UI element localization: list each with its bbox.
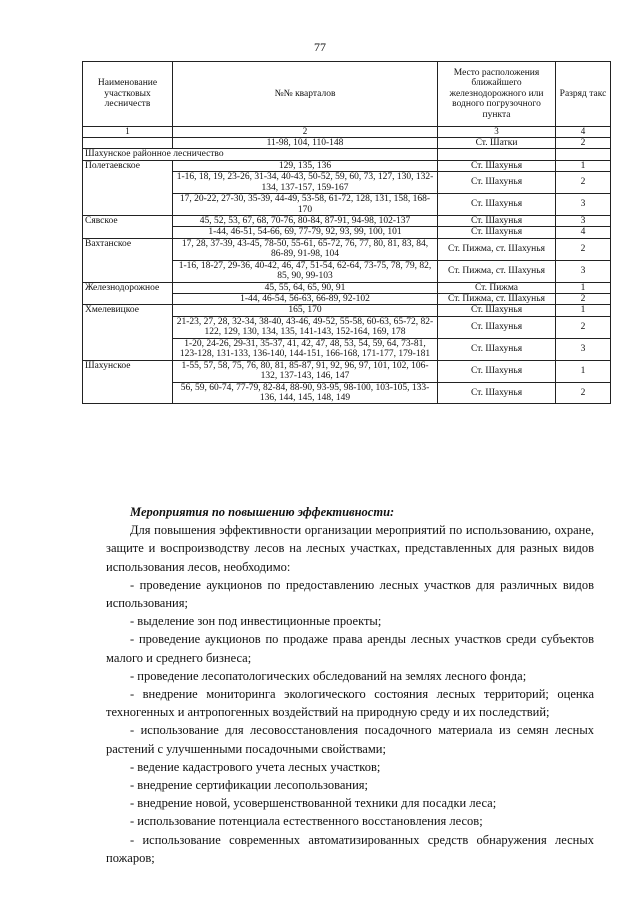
- column-number-row: [83, 127, 611, 138]
- table-cell-quarters: 1-16, 18, 19, 23-26, 31-34, 40-43, 50-52, 59, 60, 73, 127, 130, 132-134, 137-157, 159-167: [173, 172, 438, 194]
- measures-item: - ведение кадастрового учета лесных участков;: [130, 759, 381, 774]
- table-row: [83, 137, 611, 148]
- table-cell-quarters: 1-44, 46-54, 56-63, 66-89, 92-102: [173, 294, 438, 305]
- table-cell-location: Ст. Пижма, ст. Шахунья: [438, 294, 556, 305]
- measures-item: - проведение аукционов по предоставлению лесных участков для различных видов использования;: [106, 577, 594, 611]
- measures-item: - использование для лесовосстановления посадочного материала из семян лесных растений с улучшенными посадочными свойствами;: [106, 723, 594, 756]
- table-row: [83, 282, 611, 293]
- table-cell-quarters: 17, 20-22, 27-30, 35-39, 44-49, 53-58, 61-72, 128, 131, 158, 168-170: [173, 194, 438, 216]
- table-cell-quarters: 129, 135, 136: [173, 160, 438, 171]
- table-cell-quarters: 165, 170: [173, 305, 438, 316]
- table-cell-name: Полетаевское: [83, 160, 173, 215]
- measures-intro: Для повышения эффективности организации мероприятий по использованию, охране, защите и воспроизводству лесов на лесных участках, представленных для разных видов использования лесов, необходимо:: [106, 523, 594, 574]
- table-row: [83, 238, 611, 260]
- table-cell-quarters: 17, 28, 37-39, 43-45, 78-50, 55-61, 65-72, 76, 77, 80, 81, 83, 84, 86-89, 91-98, 104: [173, 238, 438, 260]
- table-cell-tax: 2: [556, 137, 611, 148]
- table-cell-location: Ст. Шахунья: [438, 215, 556, 226]
- header-tax-class: Разряд такс: [556, 62, 611, 127]
- table-cell-name: [83, 137, 173, 148]
- measures-item: - использование потенциала естественного восстановления лесов;: [130, 814, 483, 829]
- table-cell-tax: 2: [556, 172, 611, 194]
- table-cell-quarters: 45, 55, 64, 65, 90, 91: [173, 282, 438, 293]
- table-cell-tax: 1: [556, 305, 611, 316]
- table-row: [83, 160, 611, 171]
- table-cell-name: Шахунское: [83, 360, 173, 404]
- table-cell-name: Хмелевицкое: [83, 305, 173, 360]
- header-quarters: №№ кварталов: [173, 62, 438, 127]
- table-cell-tax: 2: [556, 294, 611, 305]
- table-cell-tax: [556, 149, 611, 160]
- table-cell-quarters: 11-98, 104, 110-148: [173, 137, 438, 148]
- column-number: 1: [83, 127, 173, 138]
- table-cell-tax: 4: [556, 227, 611, 238]
- table-cell-quarters: 1-16, 18-27, 29-36, 40-42, 46, 47, 51-54, 62-64, 73-75, 78, 79, 82, 85, 90, 99-103: [173, 260, 438, 282]
- measures-text: [106, 503, 594, 867]
- measures-heading: Мероприятия по повышению эффективности:: [130, 505, 395, 519]
- table-cell-tax: 3: [556, 260, 611, 282]
- table-cell-tax: 2: [556, 316, 611, 338]
- table-cell-name: Вахтанское: [83, 238, 173, 282]
- table-row: [83, 305, 611, 316]
- table-cell-location: Ст. Шахунья: [438, 316, 556, 338]
- table-cell-tax: 2: [556, 238, 611, 260]
- table-cell-quarters: 45, 52, 53, 67, 68, 70-76, 80-84, 87-91, 94-98, 102-137: [173, 215, 438, 226]
- table-cell-location: Ст. Шахунья: [438, 172, 556, 194]
- table-cell-location: [438, 149, 556, 160]
- table-cell-tax: 3: [556, 215, 611, 226]
- measures-item: - внедрение мониторинга экологического состояния лесных территорий; оценка техногенных и антропогенных воздействий на природную среду и их последствий;: [106, 687, 594, 720]
- table-cell-location: Ст. Шахунья: [438, 305, 556, 316]
- table-cell-location: Ст. Шахунья: [438, 160, 556, 171]
- table-cell-location: Ст. Шатки: [438, 137, 556, 148]
- table-row: [83, 215, 611, 226]
- column-number: 2: [173, 127, 438, 138]
- measures-item: - внедрение новой, усовершенствованной техники для посадки леса;: [130, 796, 497, 811]
- measures-item: - проведение аукционов по продаже права аренды лесных участков среди субъектов малого и среднего бизнеса;: [106, 632, 594, 665]
- table-cell-location: Ст. Шахунья: [438, 194, 556, 216]
- measures-item: - проведение лесопатологических обследований на землях лесного фонда;: [130, 668, 527, 683]
- table-cell-quarters: 56, 59, 60-74, 77-79, 82-84, 88-90, 93-95, 98-100, 103-105, 133-136, 144, 145, 148, 149: [173, 382, 438, 404]
- measures-list: [106, 576, 594, 867]
- table-cell-quarters: 1-20, 24-26, 29-31, 35-37, 41, 42, 47, 48, 53, 54, 59, 64, 73-81, 123-128, 131-133, 136-140, 144-151, 166-168, 171-177, 179-181: [173, 338, 438, 360]
- table-row: [83, 360, 611, 382]
- header-location: Место расположения ближайшего железнодорожного или водного погрузочного пункта: [438, 62, 556, 127]
- table-cell-tax: 2: [556, 382, 611, 404]
- table-cell-location: Ст. Пижма, ст. Шахунья: [438, 260, 556, 282]
- column-number: 4: [556, 127, 611, 138]
- table-header-row: [83, 62, 611, 127]
- table-cell-quarters: 1-44, 46-51, 54-66, 69, 77-79, 92, 93, 99, 100, 101: [173, 227, 438, 238]
- table-cell-tax: 3: [556, 194, 611, 216]
- forest-quarters-table: [82, 61, 611, 404]
- header-name: Наименование участковых лесничеств: [83, 62, 173, 127]
- table-cell-tax: 1: [556, 360, 611, 382]
- section-title: Шахунское районное лесничество: [83, 149, 438, 160]
- table-cell-location: Ст. Пижма, ст. Шахунья: [438, 238, 556, 260]
- table-cell-location: Ст. Шахунья: [438, 360, 556, 382]
- section-row: [83, 149, 611, 160]
- table-cell-quarters: 1-55, 57, 58, 75, 76, 80, 81, 85-87, 91, 92, 96, 97, 101, 102, 106-132, 137-143, 146, 147: [173, 360, 438, 382]
- table-cell-location: Ст. Пижма: [438, 282, 556, 293]
- page-number: 77: [314, 40, 326, 54]
- table-cell-quarters: 21-23, 27, 28, 32-34, 38-40, 43-46, 49-52, 55-58, 60-63, 65-72, 82-122, 129, 130, 134, 135, 141-143, 152-164, 169, 178: [173, 316, 438, 338]
- table-cell-name: Сявское: [83, 215, 173, 238]
- table-cell-location: Ст. Шахунья: [438, 338, 556, 360]
- table-cell-tax: 3: [556, 338, 611, 360]
- measures-item: - внедрение сертификации лесопользования;: [130, 778, 368, 793]
- measures-item: - использование современных автоматизированных средств обнаружения лесных пожаров;: [106, 832, 594, 865]
- table-body: [83, 137, 611, 404]
- measures-item: - выделение зон под инвестиционные проекты;: [130, 614, 382, 629]
- table-cell-name: Железнодорожное: [83, 282, 173, 305]
- column-number: 3: [438, 127, 556, 138]
- table-cell-tax: 1: [556, 282, 611, 293]
- table-cell-location: Ст. Шахунья: [438, 227, 556, 238]
- table-cell-tax: 1: [556, 160, 611, 171]
- table-cell-location: Ст. Шахунья: [438, 382, 556, 404]
